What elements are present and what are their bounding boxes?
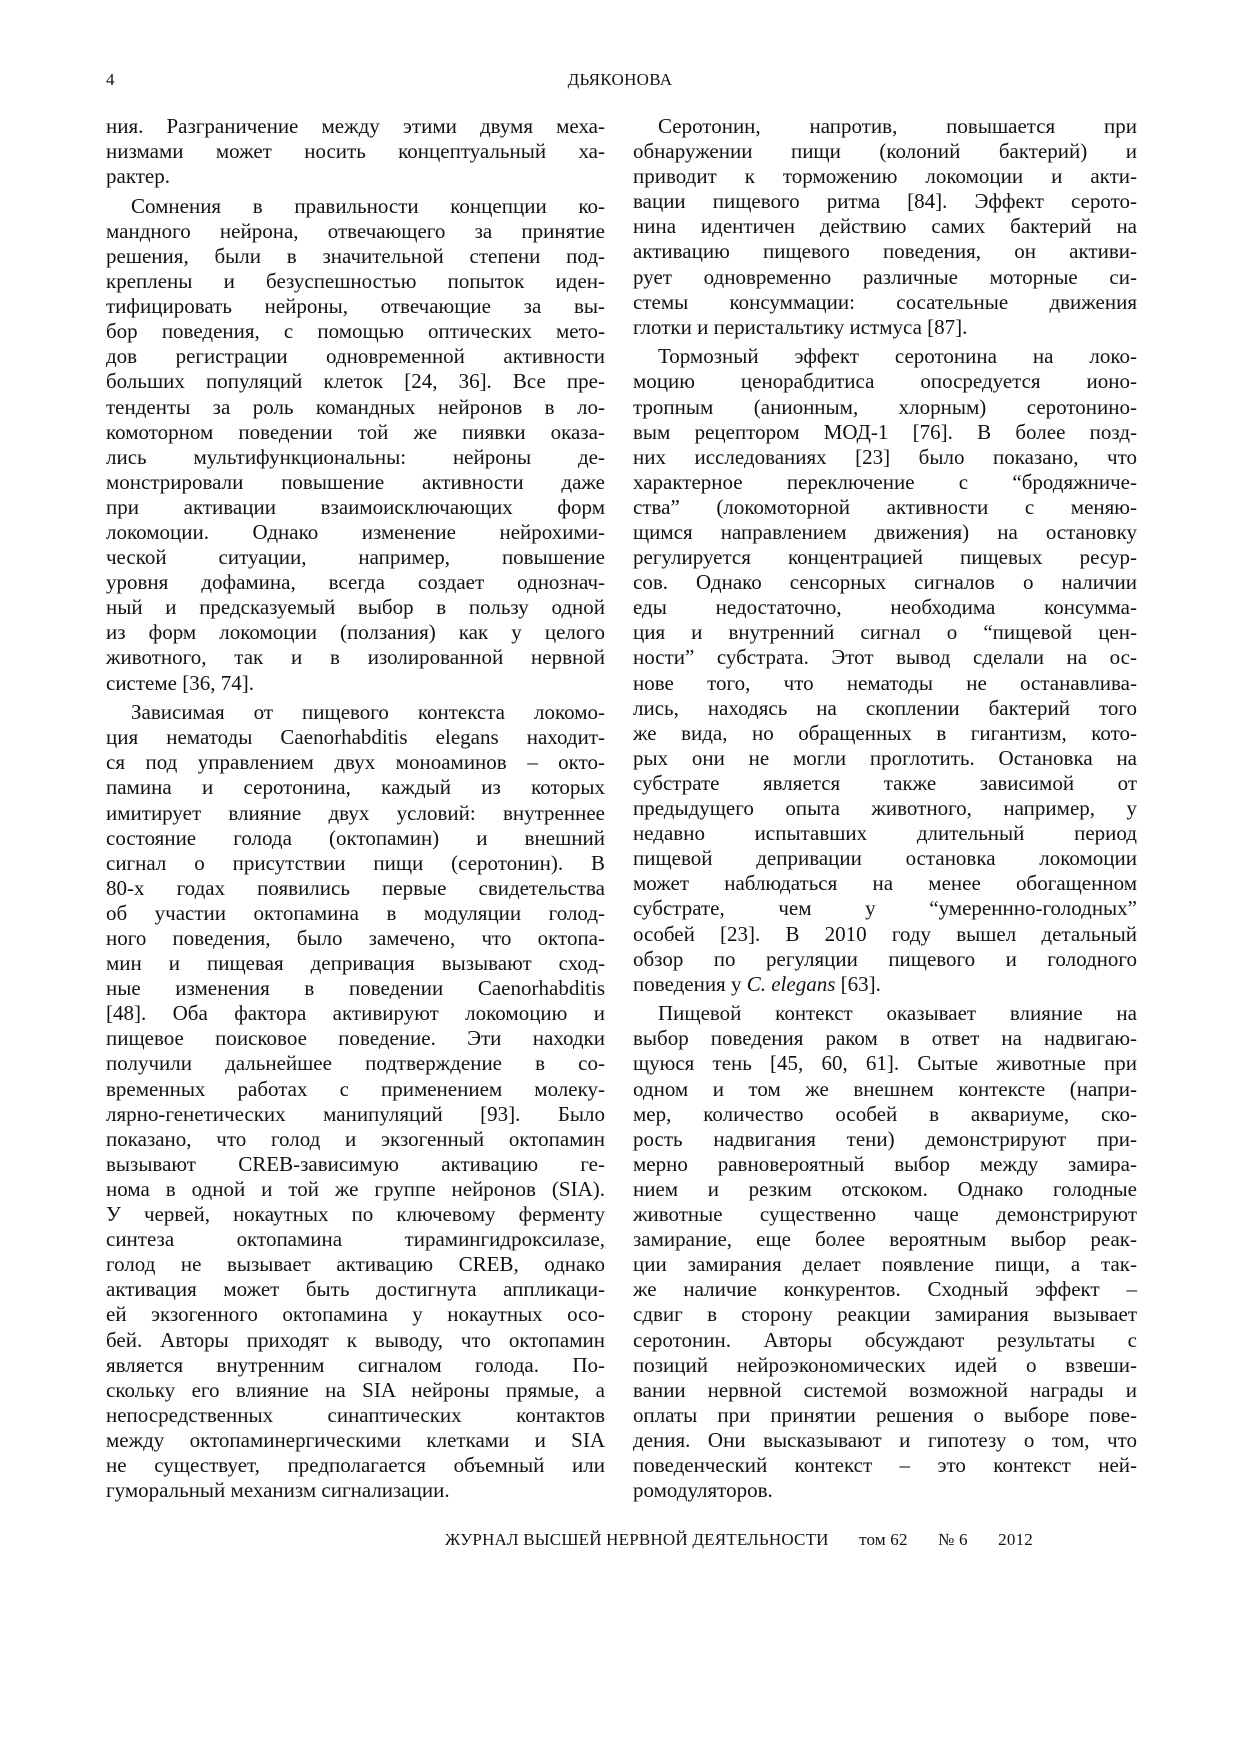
text-line: получили дальнейшее подтверждение в со-	[106, 1051, 605, 1076]
text-line: Тормозный эффект серотонина на локо-	[658, 344, 1137, 369]
text-line: лись мультифункциональны: нейроны де-	[106, 444, 605, 469]
paragraph	[633, 344, 1137, 996]
text-line: гуморальный механизм сигнализации.	[106, 1478, 450, 1503]
text-line: временных работах с применением молеку-	[106, 1076, 605, 1101]
text-line: обнаружении пищи (колоний бактерий) и	[633, 139, 1137, 164]
page-number: 4	[106, 70, 115, 89]
text-line: приводит к торможению локомоции и акти-	[633, 164, 1137, 189]
text-line: ция нематоды Caenorhabditis elegans находит-	[106, 725, 605, 750]
text-line: моцию ценорабдитиса опосредуется ионо-	[633, 369, 1137, 394]
text-line: пищевое поисковое поведение. Эти находки	[106, 1026, 605, 1051]
text-segment: [63].	[835, 971, 881, 996]
text-line: серотонин. Авторы обсуждают результаты с	[633, 1327, 1137, 1352]
text-line: Зависимая от пищевого контекста локомо-	[131, 700, 605, 725]
text-line: особей [23]. В 2010 году вышел детальный	[633, 921, 1137, 946]
journal-year: 2012	[998, 1530, 1033, 1549]
text-line: нома в одной и той же группе нейронов (SIA).	[106, 1176, 605, 1201]
text-line: позиций нейроэкономических идей о взвеши-	[633, 1352, 1137, 1377]
journal-footer	[445, 1530, 1033, 1550]
text-line: них исследованиях [23] было показано, что	[633, 444, 1137, 469]
text-line: об участии октопамина в модуляции голод-	[106, 900, 605, 925]
text-segment: поведения у	[633, 971, 747, 996]
text-line: выбор поведения раком в ответ на надвигаю-	[633, 1026, 1137, 1051]
text-line: тропным (анионным, хлорным) серотонино-	[633, 394, 1137, 419]
text-line: мин и пищевая депривация вызывают сход-	[106, 951, 605, 976]
text-line: монстрировали повышение активности даже	[106, 469, 605, 494]
text-line: бор поведения, с помощью оптических мето-	[106, 319, 605, 344]
text-line: предыдущего опыта животного, например, у	[633, 796, 1137, 821]
text-line: локомоции. Однако изменение нейрохими-	[106, 520, 605, 544]
text-line: низмами может носить концептуальный ха-	[106, 139, 605, 164]
text-line: вым рецептором МОД-1 [76]. В более позд-	[633, 419, 1137, 444]
text-line: дов регистрации одновременной активности	[106, 344, 605, 369]
text-line: субстрате, чем у “умереннно-голодных”	[633, 896, 1137, 921]
journal-volume: том 62	[859, 1530, 908, 1549]
text-line: же вида, но обращенных в гигантизм, кото-	[633, 720, 1137, 745]
text-line: бей. Авторы приходят к выводу, что октопамин	[106, 1327, 605, 1352]
text-line: является внутренним сигналом голода. По-	[106, 1352, 605, 1377]
paragraph	[633, 1001, 1137, 1503]
text-line: скольку его влияние на SIA нейроны прямые, а	[106, 1377, 605, 1402]
text-line: сигнал о присутствии пищи (серотонин). В	[106, 850, 605, 875]
text-line: щимся направлением движения) на остановку	[633, 520, 1137, 544]
text-line: синтеза октопамина тирамингидроксилазе,	[106, 1227, 605, 1252]
text-line: решения, были в значительной степени под-	[106, 243, 605, 268]
text-line: рактер.	[106, 164, 170, 189]
text-line: мер, количество особей в аквариуме, ско-	[633, 1101, 1137, 1126]
text-line: рость надвигания тени) демонстрируют при-	[633, 1126, 1137, 1151]
text-line: рует одновременно различные моторные си-	[633, 264, 1137, 289]
text-line: У червей, нокаутных по ключевому ферменту	[106, 1202, 605, 1227]
text-line: ный и предсказуемый выбор в пользу одной	[106, 595, 605, 620]
text-line: дения. Они высказывают и гипотезу о том, что	[633, 1427, 1137, 1452]
running-head-author: ДЬЯКОНОВА	[567, 70, 673, 89]
text-line: мандного нейрона, отвечающего за принятие	[106, 218, 605, 243]
text-line: нове того, что нематоды не останавлива-	[633, 670, 1137, 695]
text-line: пищевой депривации остановка локомоции	[633, 846, 1137, 871]
text-line: Серотонин, напротив, повышается при	[658, 114, 1137, 138]
text-line: лярно-генетических манипуляций [93]. Было	[106, 1101, 605, 1126]
text-line: состояние голода (октопамин) и внешний	[106, 825, 605, 850]
text-line: голод не вызывает активацию CREB, однако	[106, 1252, 605, 1277]
text-line: обзор по регуляции пищевого и голодного	[633, 946, 1137, 971]
text-line: при активации взаимоисключающих форм	[106, 494, 605, 519]
text-line: может наблюдаться на менее обогащенном	[633, 871, 1137, 896]
text-line: активация может быть достигнута аппликаци-	[106, 1277, 605, 1302]
text-line: комоторном поведении той же пиявки оказа-	[106, 419, 605, 444]
text-line: показано, что голод и экзогенный октопамин	[106, 1126, 605, 1151]
paragraph	[106, 194, 605, 696]
text-line: еды недостаточно, необходима консумма-	[633, 595, 1137, 620]
text-line: замирание, еще более вероятным выбор реак-	[633, 1227, 1137, 1252]
text-line: щуюся тень [45, 60, 61]. Сытые животные при	[633, 1051, 1137, 1076]
text-line: больших популяций клеток [24, 36]. Все пре-	[106, 369, 605, 394]
text-line: имитирует влияние двух условий: внутреннее	[106, 800, 605, 825]
text-line: же наличие конкурентов. Сходный эффект –	[633, 1277, 1137, 1302]
text-line: [48]. Оба фактора активируют локомоцию и	[106, 1001, 605, 1026]
text-line: вации пищевого ритма [84]. Эффект серото-	[633, 189, 1137, 214]
text-line: между октопаминергическими клетками и SIA	[106, 1427, 605, 1452]
text-line: глотки и перистальтику истмуса [87].	[633, 314, 968, 339]
text-line: ного поведения, было замечено, что октопа-	[106, 926, 605, 950]
text-line: системе [36, 74].	[106, 670, 254, 695]
text-line: оплаты при принятии решения о выборе пове-	[633, 1402, 1137, 1427]
text-line: мерно равновероятный выбор между замира-	[633, 1151, 1137, 1176]
paragraph	[633, 114, 1137, 340]
text-line: недавно испытавших длительный период	[633, 821, 1137, 846]
text-line: ния. Разграничение между этими двумя меха-	[106, 114, 605, 138]
text-line: тенденты за роль командных нейронов в ло-	[106, 394, 605, 419]
text-line: тифицировать нейроны, отвечающие за вы-	[106, 294, 605, 319]
text-line: непосредственных синаптических контактов	[106, 1402, 605, 1427]
text-line: ромодуляторов.	[633, 1478, 773, 1503]
text-line: 80-х годах появились первые свидетельства	[106, 875, 605, 900]
text-line: вызывают CREB-зависимую активацию ге-	[106, 1151, 605, 1176]
paragraph	[106, 700, 605, 1503]
text-line: ства” (локомоторной активности с меняю-	[633, 494, 1137, 519]
text-line: ции замирания делает появление пищи, а так-	[633, 1252, 1137, 1277]
paragraph	[106, 114, 605, 189]
text-line: нием и резким отскоком. Однако голодные	[633, 1176, 1137, 1201]
text-line: нина идентичен действию самих бактерий на	[633, 214, 1137, 239]
text-line: ся под управлением двух моноаминов – окто-	[106, 750, 605, 775]
text-line: ческой ситуации, например, повышение	[106, 545, 605, 570]
text-line: ция и внутренний сигнал о “пищевой цен-	[633, 620, 1137, 645]
italic-text: C. elegans	[746, 971, 836, 996]
text-line: креплены и безуспешностью попыток иден-	[106, 269, 605, 294]
text-line: не существует, предполагается объемный или	[106, 1452, 605, 1477]
text-line	[633, 972, 1137, 997]
text-line: из форм локомоции (ползания) как у целого	[106, 620, 605, 645]
text-line: поведенческий контекст – это контекст ней-	[633, 1452, 1137, 1477]
right-column	[633, 114, 1137, 1508]
text-line: сов. Однако сенсорных сигналов о наличии	[633, 570, 1137, 595]
text-line: характерное переключение с “бродяжниче-	[633, 469, 1137, 494]
text-line: уровня дофамина, всегда создает однознач-	[106, 570, 605, 595]
text-line: одном и том же внешнем контексте (напри-	[633, 1076, 1137, 1101]
text-line: стемы консуммации: сосательные движения	[633, 289, 1137, 314]
text-line: вании нервной системой возможной награды и	[633, 1377, 1137, 1402]
text-line: памина и серотонина, каждый из которых	[106, 775, 605, 800]
text-line: животного, так и в изолированной нервной	[106, 645, 605, 670]
text-line: регулируется концентрацией пищевых ресур-	[633, 545, 1137, 570]
left-column	[106, 114, 605, 1508]
running-head	[0, 70, 1240, 96]
text-line: лись, находясь на скоплении бактерий того	[633, 695, 1137, 720]
text-line: активацию пищевого поведения, он активи-	[633, 239, 1137, 264]
text-line: рых они не могли проглотить. Остановка на	[633, 745, 1137, 770]
text-line: ей экзогенного октопамина у нокаутных осо-	[106, 1302, 605, 1327]
journal-issue: № 6	[938, 1530, 968, 1549]
journal-title: ЖУРНАЛ ВЫСШЕЙ НЕРВНОЙ ДЕЯТЕЛЬНОСТИ	[445, 1530, 829, 1549]
text-line: ные изменения в поведении Caenorhabditis	[106, 976, 605, 1001]
text-line: Пищевой контекст оказывает влияние на	[658, 1001, 1137, 1026]
text-line: Сомнения в правильности концепции ко-	[131, 193, 605, 218]
text-line: субстрате является также зависимой от	[633, 770, 1137, 795]
text-line: ности” субстрата. Этот вывод сделали на ос-	[633, 645, 1137, 670]
text-line: животные существенно чаще демонстрируют	[633, 1202, 1137, 1227]
text-line: сдвиг в сторону реакции замирания вызывает	[633, 1302, 1137, 1327]
